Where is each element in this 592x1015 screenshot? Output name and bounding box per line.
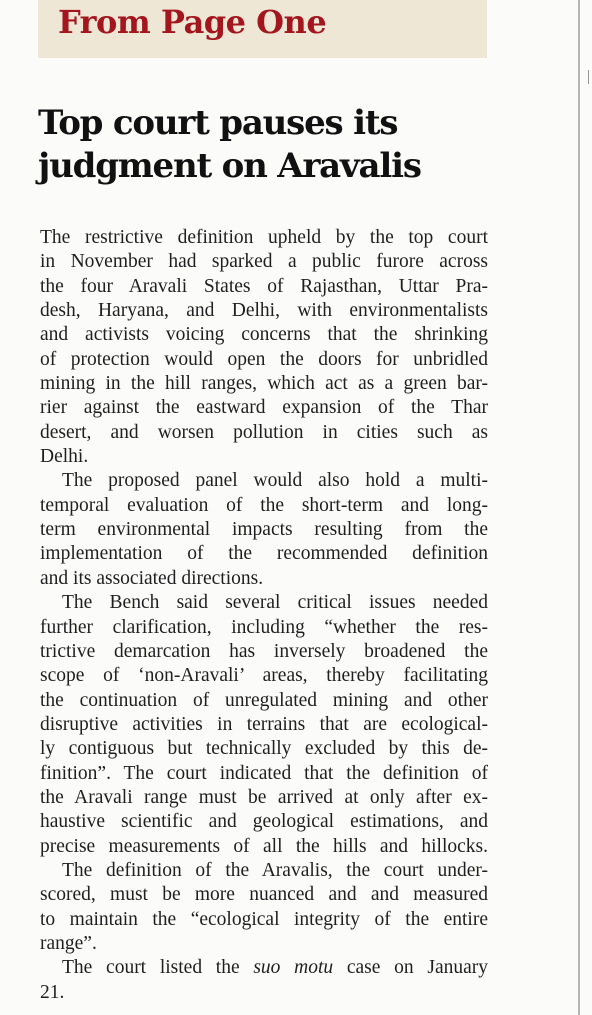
body-line: desert, and worsen pollution in cities such as [40, 421, 488, 443]
body-line: The definition of the Aravalis, the court under- [62, 859, 488, 881]
body-line: the Aravali range must be arrived at only after ex- [40, 786, 488, 808]
body-line: scope of ‘non-Aravali’ areas, thereby facilitating [40, 665, 488, 687]
body-line: haustive scientific and geological estimations, and [40, 811, 488, 833]
body-line: term environmental impacts resulting from the [40, 519, 488, 541]
body-line: mining in the hill ranges, which act as a green bar- [40, 373, 488, 395]
margin-marker [588, 70, 592, 84]
body-line: further clarification, including “whether the res- [40, 616, 488, 638]
body-line: implementation of the recommended definition [40, 543, 488, 565]
body-line: desh, Haryana, and Delhi, with environmentalists [40, 300, 488, 322]
body-line: and activists voicing concerns that the shrinking [40, 324, 488, 346]
section-label: From Page One [58, 3, 327, 41]
body-line: finition”. The court indicated that the definition of [40, 762, 488, 784]
body-line: the continuation of unregulated mining and other [40, 689, 488, 711]
body-line-end: 21. [40, 981, 65, 1003]
body-line: temporal evaluation of the short-term and long- [40, 494, 488, 516]
body-line: trictive demarcation has inversely broadened the [40, 640, 488, 662]
headline-line-1: Top court pauses its [38, 103, 398, 143]
body-line: the four Aravali States of Rajasthan, Uttar Pra- [40, 275, 488, 297]
headline [38, 102, 508, 188]
body-line: precise measurements of all the hills and hillocks. [40, 835, 488, 857]
body-line: in November had sparked a public furore across [40, 251, 488, 273]
body-line: The restrictive definition upheld by the top court [40, 227, 488, 248]
body-line: scored, must be more nuanced and and measured [40, 884, 488, 906]
body-line: The proposed panel would also hold a multi- [62, 470, 488, 492]
body-line: disruptive activities in terrains that are ecological- [40, 713, 488, 735]
section-banner [38, 0, 487, 58]
body-line: ly contiguous but technically excluded by this de- [40, 738, 488, 760]
body-line-last-para: The court listed the suo motu case on January [62, 957, 488, 979]
italic-term: suo motu [253, 957, 334, 979]
body-line: range”. [40, 932, 97, 954]
headline-line-2: judgment on Aravalis [38, 146, 421, 186]
body-line: to maintain the “ecological integrity of the entire [40, 908, 488, 930]
body-line: Delhi. [40, 446, 89, 468]
article-body [40, 226, 488, 1005]
body-line: and its associated directions. [40, 567, 264, 589]
body-line: The Bench said several critical issues needed [62, 592, 488, 614]
column-rule [578, 0, 580, 1015]
body-line: of protection would open the doors for unbridled [40, 348, 488, 370]
body-line: rier against the eastward expansion of the Thar [40, 397, 488, 419]
